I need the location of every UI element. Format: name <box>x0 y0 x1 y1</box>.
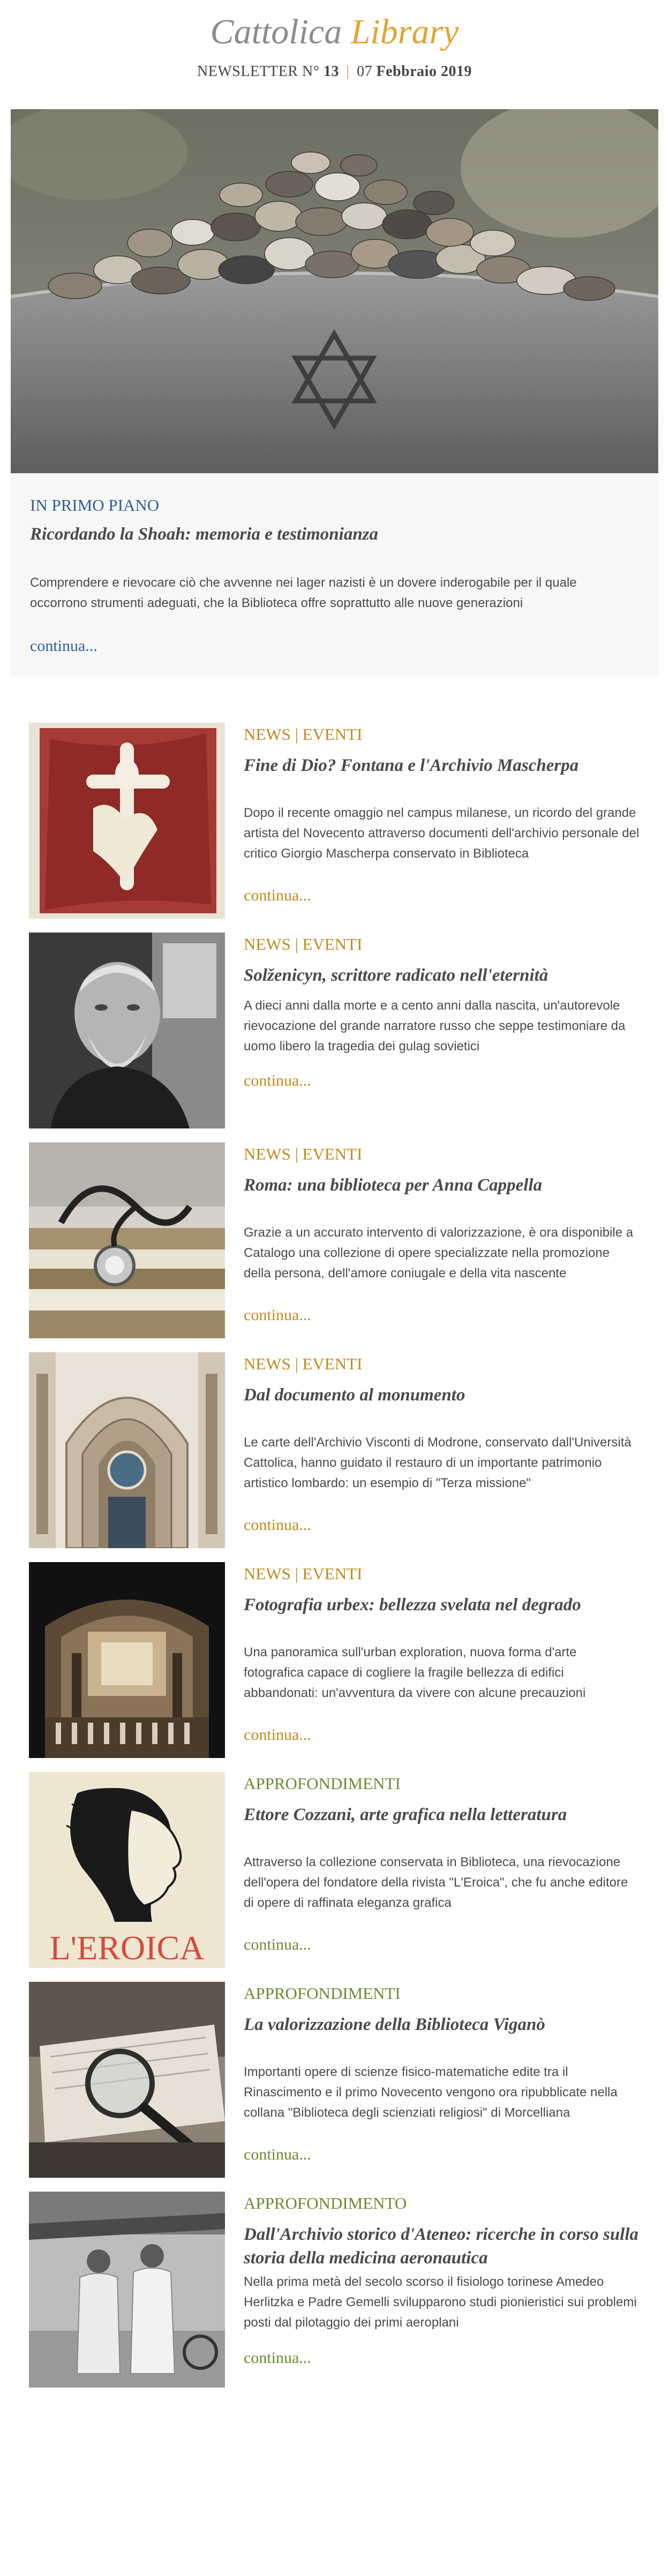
article-thumbnail-stethoscope-books[interactable] <box>29 1142 225 1338</box>
featured-article <box>11 473 658 677</box>
article-thumbnail-magnifying-glass[interactable] <box>29 1982 225 2178</box>
article-item <box>29 2192 645 2388</box>
article-item <box>29 723 645 919</box>
article-title[interactable]: Ettore Cozzani, arte grafica nella letteratura <box>244 1805 567 1824</box>
cattolica-library-logo[interactable] <box>0 11 669 54</box>
article-continue-link[interactable]: continua... <box>244 1516 311 1534</box>
featured-title[interactable]: Ricordando la Shoah: memoria e testimonianza <box>30 525 379 544</box>
article-continue-link[interactable]: continua... <box>244 1726 311 1744</box>
article-title[interactable]: Roma: una biblioteca per Anna Cappella <box>244 1176 543 1195</box>
article-category: APPROFONDIMENTI <box>244 1984 401 2003</box>
article-continue-link[interactable]: continua... <box>244 887 311 904</box>
article-continue-link[interactable]: continua... <box>244 2349 311 2367</box>
article-category: APPROFONDIMENTI <box>244 1774 401 1793</box>
article-title[interactable]: La valorizzazione della Biblioteca Viganò <box>244 2015 545 2034</box>
article-thumbnail-solzenicyn[interactable] <box>29 933 225 1128</box>
article-title[interactable]: Dal documento al monumento <box>244 1385 465 1405</box>
article-thumbnail-eroica-poster[interactable] <box>29 1772 225 1968</box>
logo-word-library: Library <box>350 12 459 51</box>
article-item <box>29 1772 645 1968</box>
article-continue-link[interactable]: continua... <box>244 1936 311 1953</box>
article-summary: Una panoramica sull'urban exploration, nuova forma d'arte fotografica capace di cogliere la fragile bellezza di edifici abbandonati: un'avventura da vivere con alcune precauzioni <box>244 1645 586 1700</box>
article-thumbnail-aviators-photo[interactable] <box>29 2192 225 2388</box>
newsletter-header <box>0 0 669 107</box>
issue-prefix: NEWSLETTER N° <box>197 63 320 80</box>
article-item <box>29 933 645 1128</box>
article-summary: Nella prima metà del secolo scorso il fisiologo torinese Amedeo Herlitzka e Padre Gemelli svilupparono studi pionieristici sui problemi posti dal pilotaggio dei primi aeroplani <box>244 2275 637 2330</box>
article-title[interactable]: Fine di Dio? Fontana e l'Archivio Mascherpa <box>244 756 579 775</box>
article-summary: A dieci anni dalla morte e a cento anni dalla nascita, un'autorevole rievocazione del grande narratore russo che seppe testimoniare da uomo libero la tragedia dei gulag sovietici <box>244 998 626 1054</box>
article-summary: Grazie a un accurato intervento di valorizzazione, è ora disponibile a Catalogo una collezione di opere specializzate nella promozione della persona, dell'amore coniugale e della vita nascente <box>244 1225 634 1281</box>
article-continue-link[interactable]: continua... <box>244 2146 311 2163</box>
article-item <box>29 1562 645 1758</box>
featured-continue-link[interactable]: continua... <box>30 637 97 655</box>
article-category: APPROFONDIMENTO <box>244 2194 407 2213</box>
article-summary: Attraverso la collezione conservata in Biblioteca, una rievocazione dell'opera del fondatore della rivista "L'Eroica", che fu anche editore di opere di raffinata eleganza grafica <box>244 1855 628 1910</box>
article-thumbnail-fontana[interactable] <box>29 723 225 919</box>
article-title[interactable]: Solženicyn, scrittore radicato nell'eternità <box>244 966 548 985</box>
article-summary: Dopo il recente omaggio nel campus milanese, un ricordo del grande artista del Novecento attraverso documenti dell'archivio personale del critico Giorgio Mascherpa conservato in Biblioteca <box>244 806 640 861</box>
article-item <box>29 1352 645 1548</box>
article-category: NEWS | EVENTI <box>244 1564 363 1583</box>
article-summary: Le carte dell'Archivio Visconti di Modrone, conservato dall'Università Cattolica, hanno guidato il restauro di un importante patrimonio artistico lombardo: un esempio di "Terza missione" <box>244 1435 632 1490</box>
article-title[interactable]: Dall'Archivio storico d'Ateneo: ricerche in corso sulla storia della medicina aeronautica <box>244 2225 639 2268</box>
article-summary: Importanti opere di scienze fisico-matematiche edite tra il Rinascimento e il primo Novecento vengono ora ripubblicate nella collana "Biblioteca degli scienziati religiosi" di Morcelliana <box>244 2065 618 2120</box>
article-item <box>29 1982 645 2178</box>
logo-word-cattolica: Cattolica <box>210 12 342 51</box>
hero-image-shoah-memorial[interactable] <box>11 109 658 473</box>
article-category: NEWS | EVENTI <box>244 725 363 744</box>
article-thumbnail-urbex-hall[interactable] <box>29 1562 225 1758</box>
issue-month-year: Febbraio 2019 <box>376 63 472 80</box>
featured-category: IN PRIMO PIANO <box>30 496 160 514</box>
article-continue-link[interactable]: continua... <box>244 1072 311 1089</box>
article-category: NEWS | EVENTI <box>244 1145 363 1163</box>
article-continue-link[interactable]: continua... <box>244 1306 311 1324</box>
featured-summary: Comprendere e rievocare ciò che avvenne nei lager nazisti è un dovere inderogabile per il quale occorrono strumenti adeguati, che la Biblioteca offre soprattutto alle nuove generazioni <box>30 575 577 610</box>
article-title[interactable]: Fotografia urbex: bellezza svelata nel degrado <box>244 1595 581 1615</box>
issue-day: 07 <box>357 63 373 80</box>
eroica-poster-lettering: L'EROICA <box>49 1929 205 1967</box>
issue-separator: | <box>346 63 350 80</box>
article-item <box>29 1142 645 1338</box>
article-category: NEWS | EVENTI <box>244 935 363 953</box>
article-thumbnail-gothic-portal[interactable] <box>29 1352 225 1548</box>
issue-number: 13 <box>323 63 339 80</box>
article-category: NEWS | EVENTI <box>244 1354 363 1373</box>
issue-line <box>0 63 669 80</box>
